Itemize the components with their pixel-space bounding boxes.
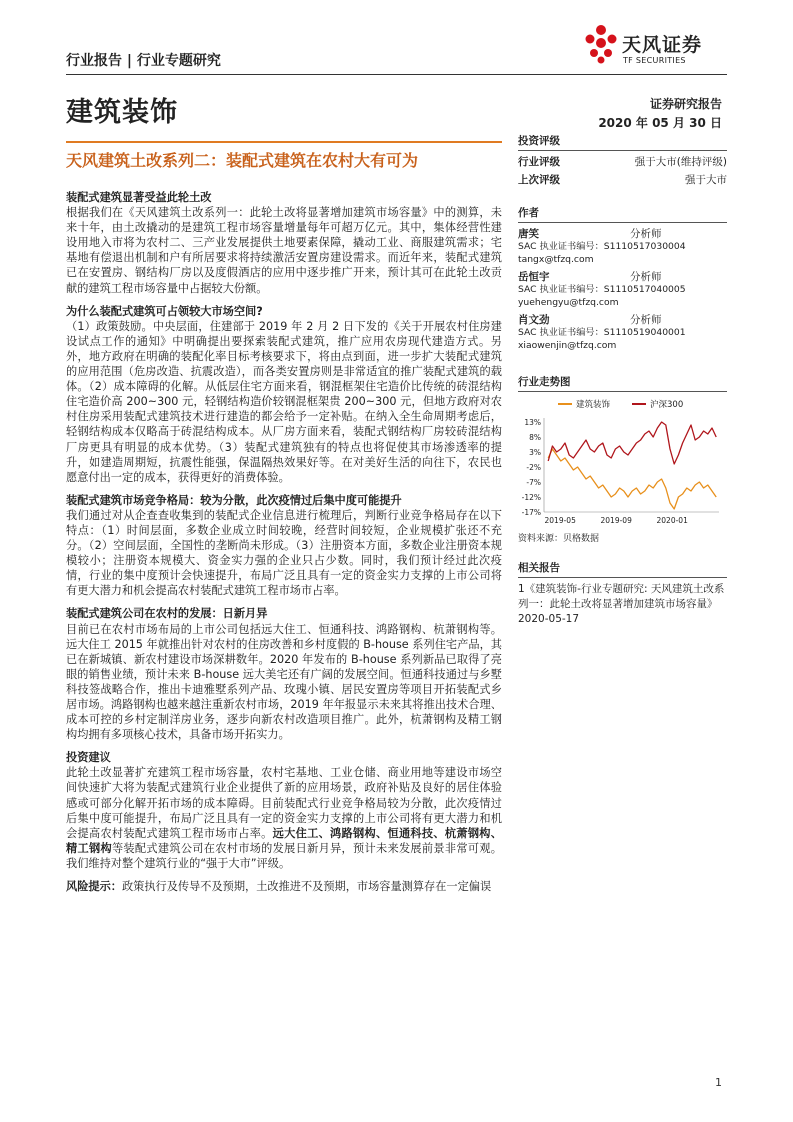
risk-heading: 风险提示： bbox=[66, 880, 122, 894]
section-heading-1: 装配式建筑显著受益此轮土改 bbox=[66, 191, 212, 204]
section-body-2: （1）政策鼓励。中央层面，住建部于 2019 年 2 月 2 日下发的《关于开展农村住房建设试点工作的通知》中明确提出要探索装配式建筑，推广应用农房现代建造方式。另外，地方政府在明确的装配化率目标考核要求下，将由点到面，进一步扩大装配式建筑的应用范围（危房改造、抗震改造），而各类安置房则是非常适宜的推广装配式建筑的载体。（2）成本障碍的化解。从低层住宅方面来看，钢混框架住宅造价比传统的砖混结构住宅造价高 200~300 元，轻钢结构造价较钢混框架贵 200~300 元，但地方政府对农村住房采用装配式建筑技术进行建造的都会给予一定补贴。在纳入全生命周期考虑后，轻钢结构成本仅略高于砖混结构成本。从厂房方面来看，装配式钢结构厂房较砖混结构厂房更具有明显的成本优势。（3）装配式建筑独有的特点也将促使其市场渗透率的提升，如建造周期短，抗震性能强，保温隔热效果好等。在对美好生活的向往下，农民也愿意付出一定的成本，获得更好的消费体验。 bbox=[66, 319, 502, 484]
author-cert: SAC 执业证书编号：S1110517040005 bbox=[518, 284, 686, 295]
prev-rating-row bbox=[518, 171, 727, 189]
rating-heading: 投资评级 bbox=[518, 133, 727, 151]
sidebar bbox=[518, 133, 727, 627]
report-type: 证券研究报告 bbox=[649, 97, 722, 111]
logo-mark-icon bbox=[584, 24, 618, 64]
section-body-5 bbox=[66, 765, 502, 871]
section-body-5-b: 等装配式建筑公司在农村市场的发展日新月异，预计未来发展前景非常可观。我们维持对整个建筑行业的“强于大市”评级。 bbox=[66, 841, 502, 870]
author-email[interactable]: tangx@tfzq.com bbox=[518, 253, 594, 265]
section-body-3: 我们通过对从企查查收集到的装配式企业信息进行梳理后，判断行业竞争格局存在以下特点：（1）时间层面，多数企业成立时间较晚，经营时间较短，企业规模扩张还不充分。（2）空间层面，全国性的垄断尚未形成。（3）注册资本方面，多数企业注册资本规模较小；注册资本规模大、资金实力强的企业只占少数。同时，我们预计经过此次疫情，行业的集中度预计会快速提升，布局广泛且具有一定的资金实力支撑的上市公司将有更大潜力和机会提高农村装配式建筑工程市场市占率。 bbox=[66, 508, 502, 598]
section-body-1: 根据我们在《天风建筑土改系列一：此轮土改将显著增加建筑市场容量》中的测算，未来十年，由土改撬动的是建筑工程市场容量增量每年可超万亿元。其中，集体经营性建设用地入市将为农村二、三产业发展提供土地要素保障，撬动工业、商服建筑需求；宅基地有偿退出机制和户有所居要求将持续激活安置房建设需求。而近年来，装配式建筑已在安置房、钢结构厂房以及度假酒店的应用中逐步推广开来，预计其可在此轮土改贡献的建筑工程市场容量中占据较大份额。 bbox=[66, 206, 502, 295]
logo-dot bbox=[590, 49, 598, 57]
risk-warning bbox=[66, 879, 502, 894]
y-tick-label: -2% bbox=[526, 463, 541, 472]
authors-heading: 作者 bbox=[518, 205, 727, 223]
industry-rating-value: 强于大市(维持评级) bbox=[634, 156, 727, 168]
prev-rating-label: 上次评级 bbox=[518, 174, 560, 186]
author-email[interactable]: xiaowenjin@tfzq.com bbox=[518, 339, 617, 351]
prev-rating-value: 强于大市 bbox=[685, 174, 727, 186]
y-tick-label: 3% bbox=[529, 448, 541, 457]
company-logo bbox=[582, 22, 732, 70]
author-name-row bbox=[518, 227, 727, 241]
section-heading-2: 为什么装配式建筑可占领较大市场空间? bbox=[66, 304, 263, 318]
author-email[interactable]: yuehengyu@tfzq.com bbox=[518, 296, 619, 308]
logo-dot bbox=[604, 49, 612, 57]
legend-label: 建筑装饰 bbox=[576, 400, 611, 410]
section-heading-3: 装配式建筑市场竞争格局：较为分散，此次疫情过后集中度可能提升 bbox=[66, 493, 402, 507]
section-heading-5: 投资建议 bbox=[66, 751, 111, 765]
author-card bbox=[518, 227, 727, 266]
y-tick-label: -17% bbox=[521, 508, 541, 517]
industry-rating-label: 行业评级 bbox=[518, 156, 560, 168]
author-role: 分析师 bbox=[630, 271, 662, 283]
y-tick-label: 13% bbox=[524, 418, 541, 427]
x-tick-label: 2020-01 bbox=[656, 516, 688, 525]
main-content bbox=[66, 190, 502, 902]
recommended-stocks: 远大住工、鸿路钢构、恒通科技、杭萧钢构、精工钢构 bbox=[66, 826, 502, 855]
section-heading-4: 装配式建筑公司在农村的发展：日新月异 bbox=[66, 607, 268, 621]
author-role: 分析师 bbox=[630, 314, 662, 326]
report-title: 天风建筑土改系列二：装配式建筑在农村大有可为 bbox=[66, 151, 419, 170]
y-tick-label: 8% bbox=[529, 433, 541, 442]
y-tick-label: -7% bbox=[526, 478, 541, 487]
author-name: 岳恒宇 bbox=[518, 271, 550, 283]
header-breadcrumb: 行业报告 | 行业专题研究 bbox=[66, 53, 221, 69]
related-report-link[interactable]: 1《建筑装饰-行业专题研究: 天风建筑土改系列一：此轮土改将显著增加建筑市场容量》2020-05-17 bbox=[518, 583, 725, 625]
trend-heading: 行业走势图 bbox=[518, 374, 727, 392]
x-tick-label: 2019-09 bbox=[600, 516, 632, 525]
logo-dot bbox=[596, 25, 606, 35]
series-line-csi300 bbox=[548, 422, 716, 464]
section-body-5-a: 此轮土改显著扩充建筑工程市场容量，农村宅基地、工业仓储、商业用地等建设市场空间快速扩大将为装配式建筑行业企业提供了新的应用场景，政府补贴及良好的居住体验感或可部分化解开拓市场的成本障碍。目前装配式行业竞争格局较为分散，此次疫情过后集中度可能提升，布局广泛且具有一定的资金实力支撑的上市公司将有更大潜力和机会提高农村装配式建筑工程市场市占率。 bbox=[66, 766, 502, 840]
author-name: 唐笑 bbox=[518, 228, 539, 240]
logo-text-cn: 天风证券 bbox=[622, 34, 703, 56]
header-divider bbox=[66, 74, 727, 75]
author-cert: SAC 执业证书编号：S1110519040001 bbox=[518, 327, 686, 338]
legend-label: 沪深300 bbox=[650, 400, 684, 410]
chart-source: 资料来源：贝格数据 bbox=[518, 534, 600, 544]
logo-dot bbox=[596, 38, 606, 48]
y-tick-label: -12% bbox=[521, 493, 541, 502]
risk-body: 政策执行及传导不及预期，土改推进不及预期，市场容量测算存在一定偏误 bbox=[121, 880, 492, 894]
report-date: 2020 年 05 月 30 日 bbox=[598, 116, 722, 130]
author-name: 肖文劲 bbox=[518, 314, 550, 326]
trend-chart-container bbox=[518, 396, 727, 529]
title-divider bbox=[66, 141, 502, 143]
author-card bbox=[518, 313, 727, 352]
page-number: 1 bbox=[715, 1076, 722, 1089]
trend-chart bbox=[518, 396, 727, 526]
author-name-row bbox=[518, 270, 727, 284]
author-name-row bbox=[518, 313, 727, 327]
sector-title: 建筑装饰 bbox=[66, 97, 178, 128]
logo-text-en: TF SECURITIES bbox=[623, 56, 686, 65]
author-cert: SAC 执业证书编号：S1110517030004 bbox=[518, 241, 686, 252]
logo-dot bbox=[586, 35, 595, 44]
related-heading: 相关报告 bbox=[518, 560, 727, 578]
logo-dot bbox=[598, 57, 605, 64]
x-tick-label: 2019-05 bbox=[544, 516, 576, 525]
author-role: 分析师 bbox=[630, 228, 662, 240]
author-card bbox=[518, 270, 727, 309]
section-body-4: 目前已在农村市场布局的上市公司包括远大住工、恒通科技、鸿路钢构、杭萧钢构等。远大住工 2015 年就推出针对农村的住房改善和乡村度假的 B-house 系列住宅产品，其已在新城镇、新农村建设市场深耕数年。2020 年发布的 B-house 系列新品已取得了亮眼的销售业绩，预计未来 B-house 远大美宅还有广阔的发展空间。恒通科技通过与乡墅科技签战略合作，推出卡迪雅墅系列产品、玫瑰小镇、居民安置房等项目开拓装配式乡居市场。鸿路钢构也越来越注重新农村市场，2019 年年报显示未来其将推出技术合理、成本可控的乡村定制洋房业务，逐步向新农村改造项目推广。此外，杭萧钢构及精工钢构均拥有多项核心技术，具备市场开拓实力。 bbox=[66, 622, 502, 742]
industry-rating-row bbox=[518, 153, 727, 171]
logo-dot bbox=[608, 35, 617, 44]
